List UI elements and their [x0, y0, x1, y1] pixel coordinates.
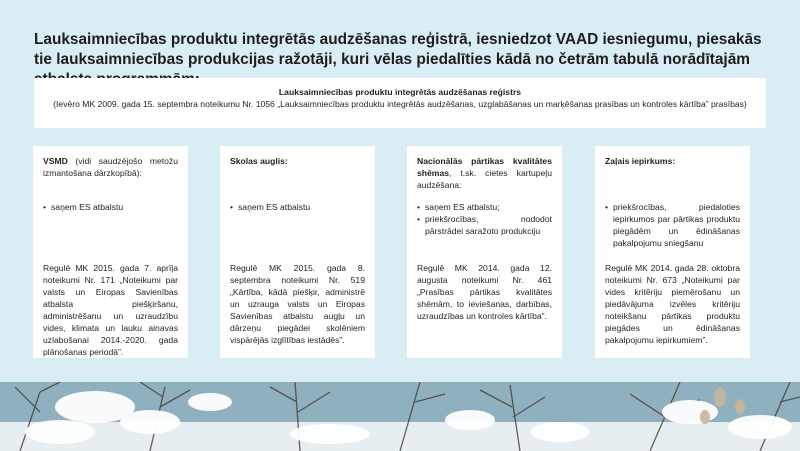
program-items: [230, 201, 365, 213]
program-card-quality-schemes: [407, 146, 562, 358]
program-items: [43, 201, 178, 213]
program-title: Zaļais iepirkums:: [605, 156, 676, 166]
program-items: [605, 201, 740, 249]
program-item: • priekšrocības, nododot pārstrādei saražoto produkciju: [417, 213, 552, 237]
program-regulation: Regulē MK 2015. gada 7. aprīļa noteikumi Nr. 171 „Noteikumi par valsts un Eiropas Savienības atbalsta piešķiršanu, administrēšanu un uzraudzību vides, klimata un lauku ainavas uzlabošanai 2014.-2020. gada plānošanas periodā”.: [43, 263, 178, 357]
winter-trees-photo: [0, 382, 800, 451]
program-item: • saņem ES atbalstu: [43, 201, 178, 213]
program-card-skolas-auglis: [220, 146, 375, 358]
program-card-vsmd: [33, 146, 188, 358]
program-items: [417, 201, 552, 237]
program-regulation: Regulē MK 2014. gada 12. augusta noteikumi Nr. 461 „Prasības pārtikas kvalitātes shēmām, to ieviešanas, darbības, uzraudzības un kontroles kārtība”.: [417, 263, 552, 321]
register-box: [34, 78, 766, 128]
program-title: Nacionālās pārtikas kvalitātes shēmas, t.sk. cietes kartupeļu audzēšana:: [417, 156, 552, 190]
program-card-green-procurement: [595, 146, 750, 358]
program-item: • priekšrocības, piedaloties iepirkumos par pārtikas produktu piegādēm un ēdināšanas pakalpojumu sniegšanu: [605, 201, 740, 249]
program-regulation: Regulē MK 2015. gada 8. septembra noteikumi Nr. 519 „Kārtība, kādā piešķir, administrē un uzrauga valsts un Eiropas Savienības atbalstu augļu un dārzeņu piegādei skolēniem vispārējās izglītības iestādēs”.: [230, 263, 365, 345]
program-item: • saņem ES atbalstu;: [417, 201, 552, 213]
program-item: • saņem ES atbalstu: [230, 201, 365, 213]
program-regulation: Regulē MK 2014. gada 28. oktobra noteikumi Nr. 673 „Noteikumi par vides kritēriju piemērošanu un piedāvājuma izvēles kritēriju noteikšanu pārtikas produktu piegādes un ēdināšanas pakalpojumu iepirkumiem”.: [605, 263, 740, 345]
register-subtitle: (Ievēro MK 2009. gada 15. septembra noteikumu Nr. 1056 „Lauksaimniecības produktu integrētās audzēšanas, uzglabāšanas un marķēšanas prasības un kontroles kārtība” prasības): [53, 99, 747, 109]
register-title: Lauksaimniecības produktu integrētās audzēšanas reģistrs: [278, 87, 522, 97]
program-title: Skolas auglis:: [230, 156, 288, 166]
snowy-branches-image: [0, 382, 800, 451]
program-title: VSMD (vidi saudzējošo metožu izmantošana dārzkopībā):: [43, 156, 178, 178]
page-headline: Lauksaimniecības produktu integrētās audzēšanas reģistrā, iesniedzot VAAD iesniegumu, piesakās tie lauksaimniecības produkcijas ražotāji, kuri vēlas piedalīties kādā no četrām tabulā norādītajām: [34, 31, 762, 68]
